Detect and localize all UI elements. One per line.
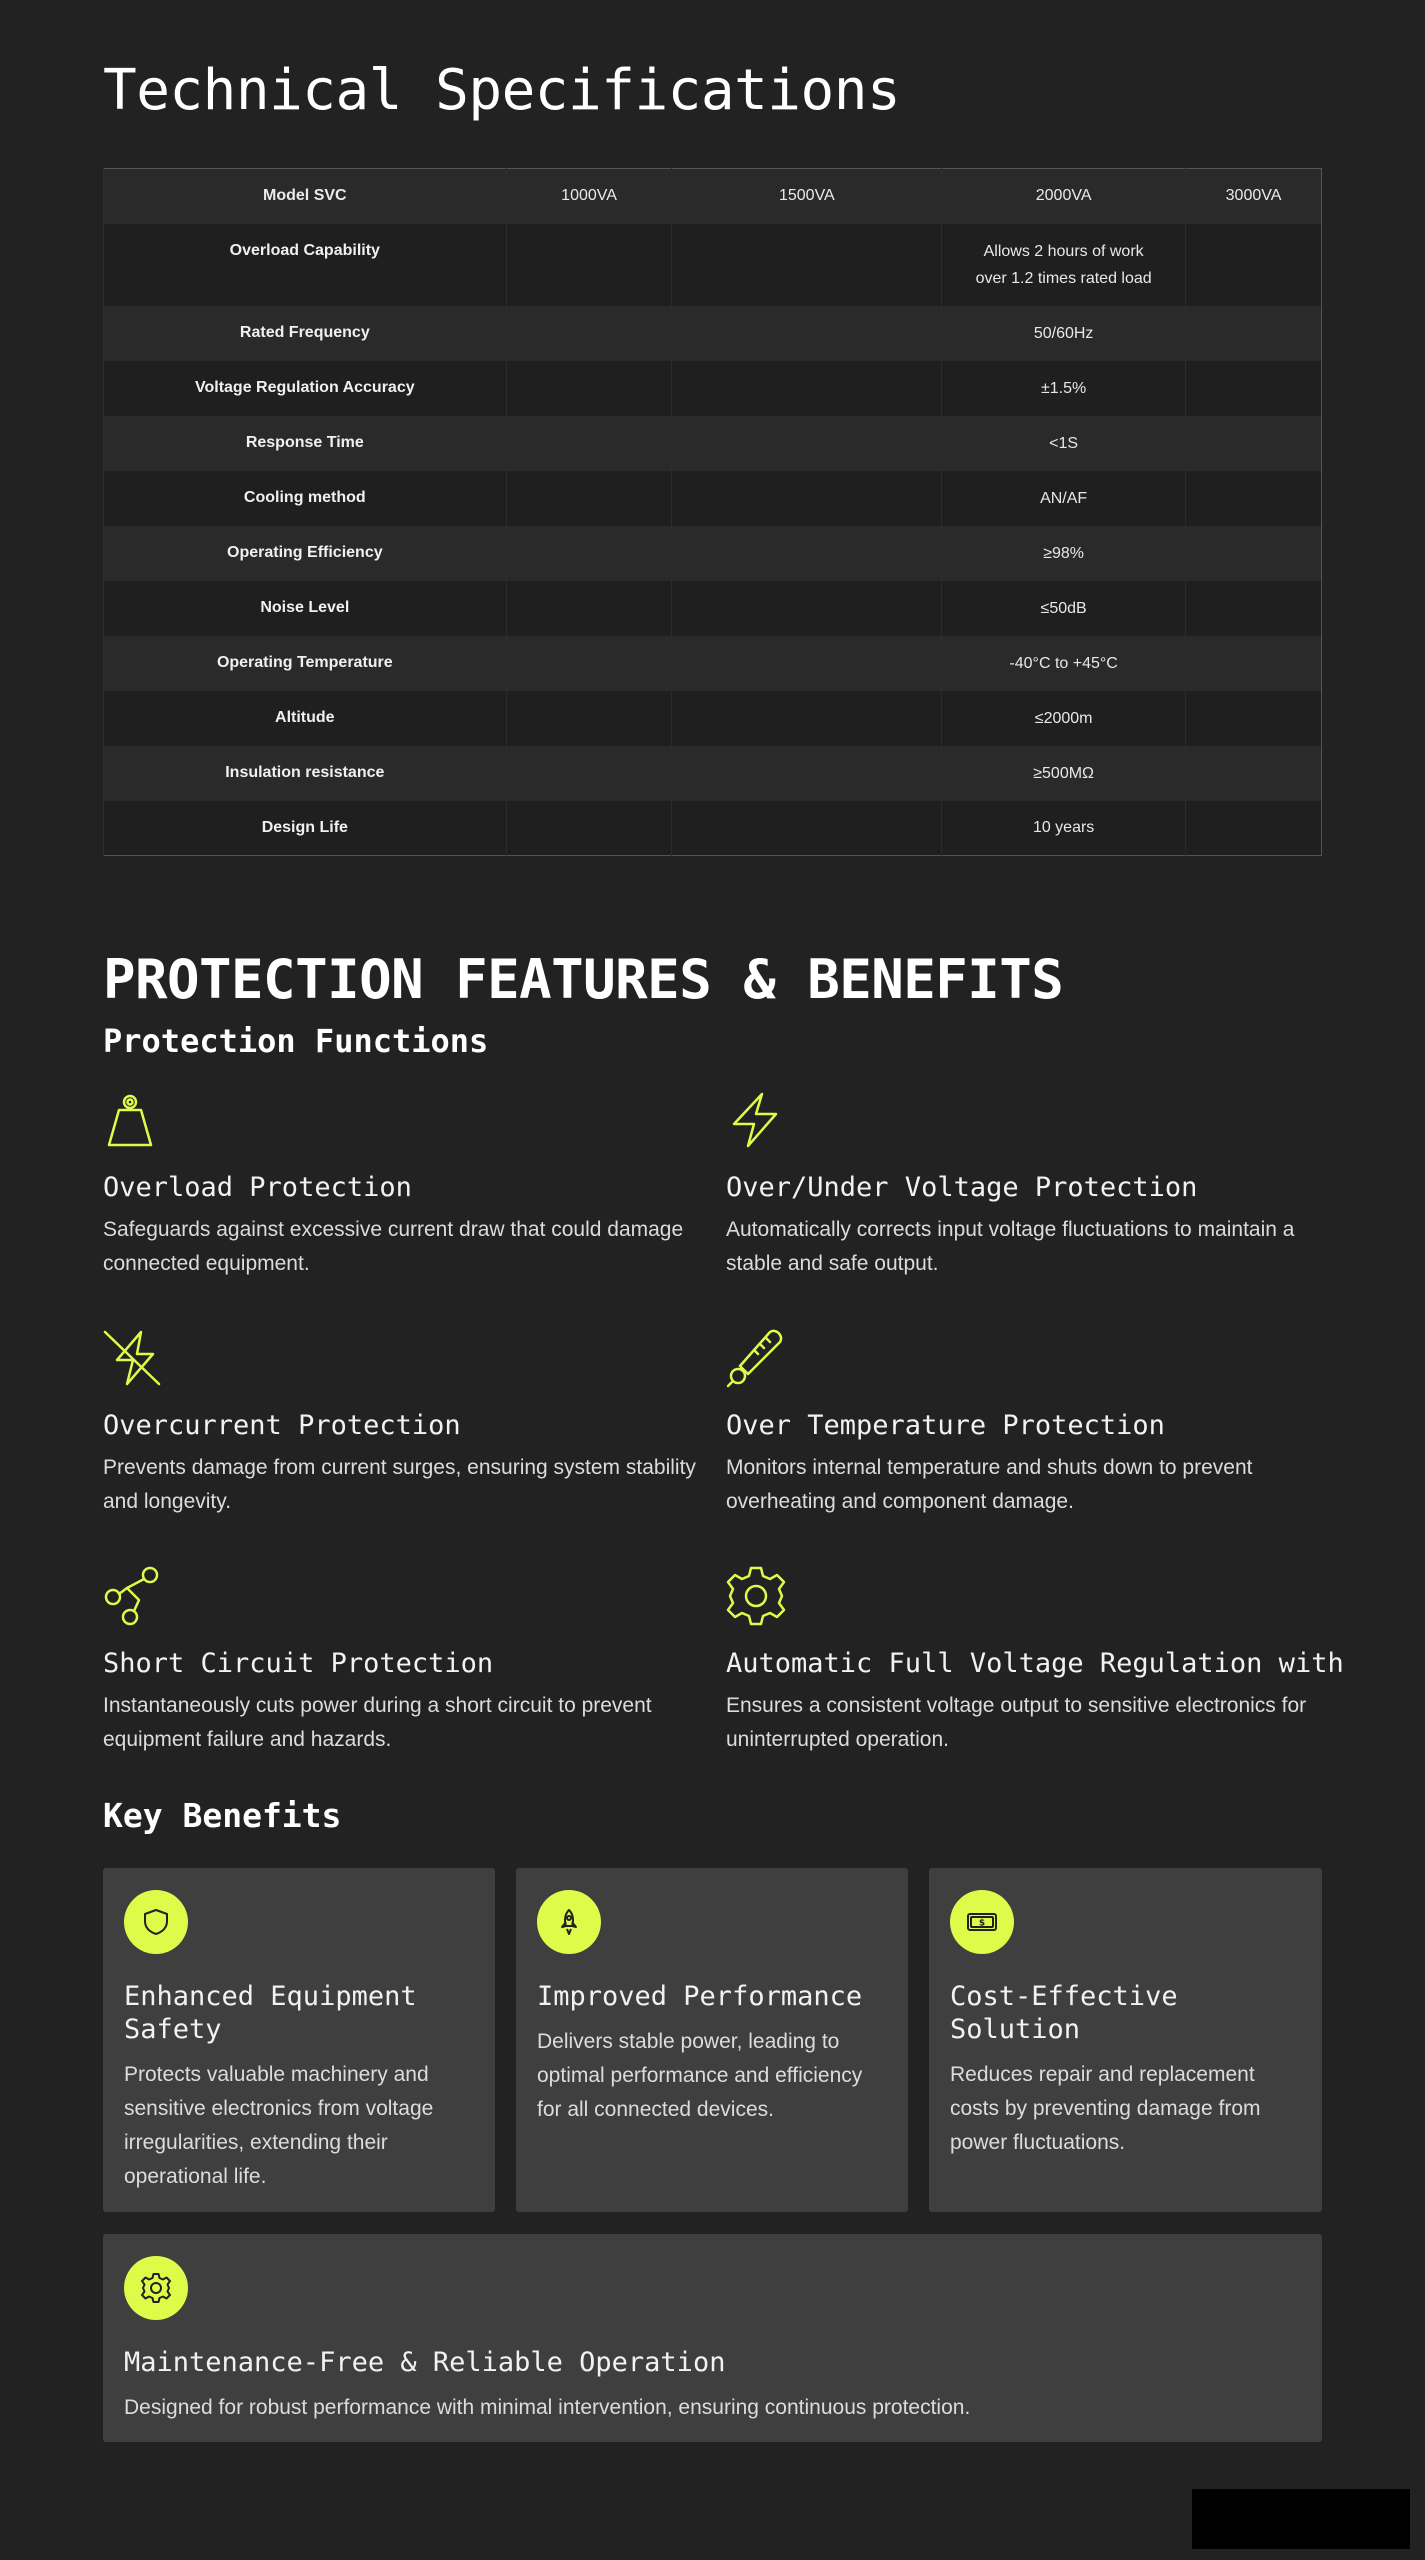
spec-row <box>104 471 1322 526</box>
circuit-path-icon <box>103 1566 163 1626</box>
feature-title: Overcurrent Protection <box>103 1410 461 1441</box>
feature-text: Monitors internal temperature and shuts down to prevent overheating and component damage. <box>726 1456 1253 1513</box>
benefit-badge <box>124 1890 188 1954</box>
spec-label: Cooling method <box>104 471 507 526</box>
feature-auto-regulation <box>726 1566 1344 1757</box>
feature-short-circuit <box>103 1566 703 1757</box>
spec-label: Rated Frequency <box>104 306 507 361</box>
feature-temperature <box>726 1328 1326 1519</box>
feature-text: Prevents damage from current surges, ensuring system stability and longevity. <box>103 1456 696 1513</box>
spec-label: Noise Level <box>104 581 507 636</box>
feature-text: Ensures a consistent voltage output to sensitive electronics for uninterrupted operation. <box>726 1694 1307 1751</box>
spec-header-cell: 2000VA <box>942 169 1186 224</box>
spec-row <box>104 691 1322 746</box>
feature-title: Over/Under Voltage Protection <box>726 1172 1198 1203</box>
shield-icon <box>142 1908 170 1936</box>
benefit-card-performance <box>516 1868 908 2212</box>
rocket-icon <box>555 1908 583 1936</box>
benefit-text: Designed for robust performance with minimal intervention, ensuring continuous protection. <box>124 2396 971 2419</box>
feature-text: Safeguards against excessive current draw that could damage connected equipment. <box>103 1218 684 1275</box>
gear-icon <box>726 1566 786 1626</box>
specs-title: Technical Specifications <box>103 58 901 123</box>
spec-value: AN/AF <box>942 471 1186 526</box>
benefit-card-cost <box>929 1868 1322 2212</box>
spec-header-cell: 1500VA <box>672 169 942 224</box>
spec-value: ≥500MΩ <box>942 746 1186 801</box>
spec-value: 10 years <box>942 801 1186 856</box>
feature-voltage <box>726 1090 1326 1281</box>
spec-value: ≤50dB <box>942 581 1186 636</box>
benefit-text: Reduces repair and replacement costs by preventing damage from power fluctuations. <box>950 2063 1261 2154</box>
spec-value: ±1.5% <box>942 361 1186 416</box>
spec-header-cell: Model SVC <box>104 169 507 224</box>
benefits-title: Key Benefits <box>103 1796 342 1835</box>
spec-row <box>104 416 1322 471</box>
benefit-title: Improved Performance <box>537 1981 863 2012</box>
weight-icon <box>103 1090 163 1150</box>
benefit-badge <box>537 1890 601 1954</box>
spec-label: Altitude <box>104 691 507 746</box>
lightning-slash-icon <box>103 1328 163 1388</box>
spec-row <box>104 801 1322 856</box>
feature-title: Over Temperature Protection <box>726 1410 1165 1441</box>
spec-label: Overload Capability <box>104 224 507 306</box>
spec-label: Design Life <box>104 801 507 856</box>
spec-header-cell: 1000VA <box>506 169 672 224</box>
svg-text:$: $ <box>978 1918 986 1929</box>
spec-value: <1S <box>942 416 1186 471</box>
spec-value: 50/60Hz <box>942 306 1186 361</box>
benefit-card-maintenance <box>103 2234 1322 2442</box>
benefit-title: Cost-Effective Solution <box>950 1981 1178 2045</box>
benefit-text: Delivers stable power, leading to optimal performance and efficiency for all connected devices. <box>537 2030 863 2121</box>
spec-value: -40°C to +45°C <box>942 636 1186 691</box>
spec-row <box>104 306 1322 361</box>
feature-text: Instantaneously cuts power during a short circuit to prevent equipment failure and hazards. <box>103 1694 652 1751</box>
benefit-title: Maintenance-Free & Reliable Operation <box>124 2347 726 2378</box>
benefit-card-safety <box>103 1868 495 2212</box>
feature-overload <box>103 1090 703 1281</box>
spec-header-cell: 3000VA <box>1186 169 1322 224</box>
spec-header-row <box>104 169 1322 224</box>
benefit-title: Enhanced Equipment Safety <box>124 1981 417 2045</box>
feature-title: Overload Protection <box>103 1172 412 1203</box>
spec-row <box>104 526 1322 581</box>
thermometer-icon <box>726 1328 786 1388</box>
spec-value: Allows 2 hours of work over 1.2 times rated load <box>942 224 1186 306</box>
feature-overcurrent <box>103 1328 703 1519</box>
spec-label: Operating Temperature <box>104 636 507 691</box>
feature-text: Automatically corrects input voltage fluctuations to maintain a stable and safe output. <box>726 1218 1295 1275</box>
spec-label: Insulation resistance <box>104 746 507 801</box>
feature-title: Short Circuit Protection <box>103 1648 494 1679</box>
benefit-badge <box>950 1890 1014 1954</box>
spec-label: Operating Efficiency <box>104 526 507 581</box>
lightning-icon <box>726 1090 786 1150</box>
spec-table <box>103 168 1322 856</box>
feature-title: Automatic Full Voltage Regulation with <box>726 1648 1344 1679</box>
spec-row <box>104 224 1322 306</box>
spec-row <box>104 746 1322 801</box>
money-icon <box>966 1908 998 1936</box>
overlay-box <box>1192 2489 1410 2549</box>
spec-label: Response Time <box>104 416 507 471</box>
protection-title: PROTECTION FEATURES & BENEFITS <box>103 948 1064 1011</box>
benefit-badge <box>124 2256 188 2320</box>
spec-row <box>104 361 1322 416</box>
spec-row <box>104 581 1322 636</box>
spec-value: ≤2000m <box>942 691 1186 746</box>
spec-value: ≥98% <box>942 526 1186 581</box>
spec-row <box>104 636 1322 691</box>
protection-subtitle: Protection Functions <box>103 1022 489 1060</box>
spec-label: Voltage Regulation Accuracy <box>104 361 507 416</box>
gear-icon <box>141 2273 171 2303</box>
benefit-text: Protects valuable machinery and sensitive electronics from voltage irregularities, extending their operational life. <box>124 2063 434 2188</box>
